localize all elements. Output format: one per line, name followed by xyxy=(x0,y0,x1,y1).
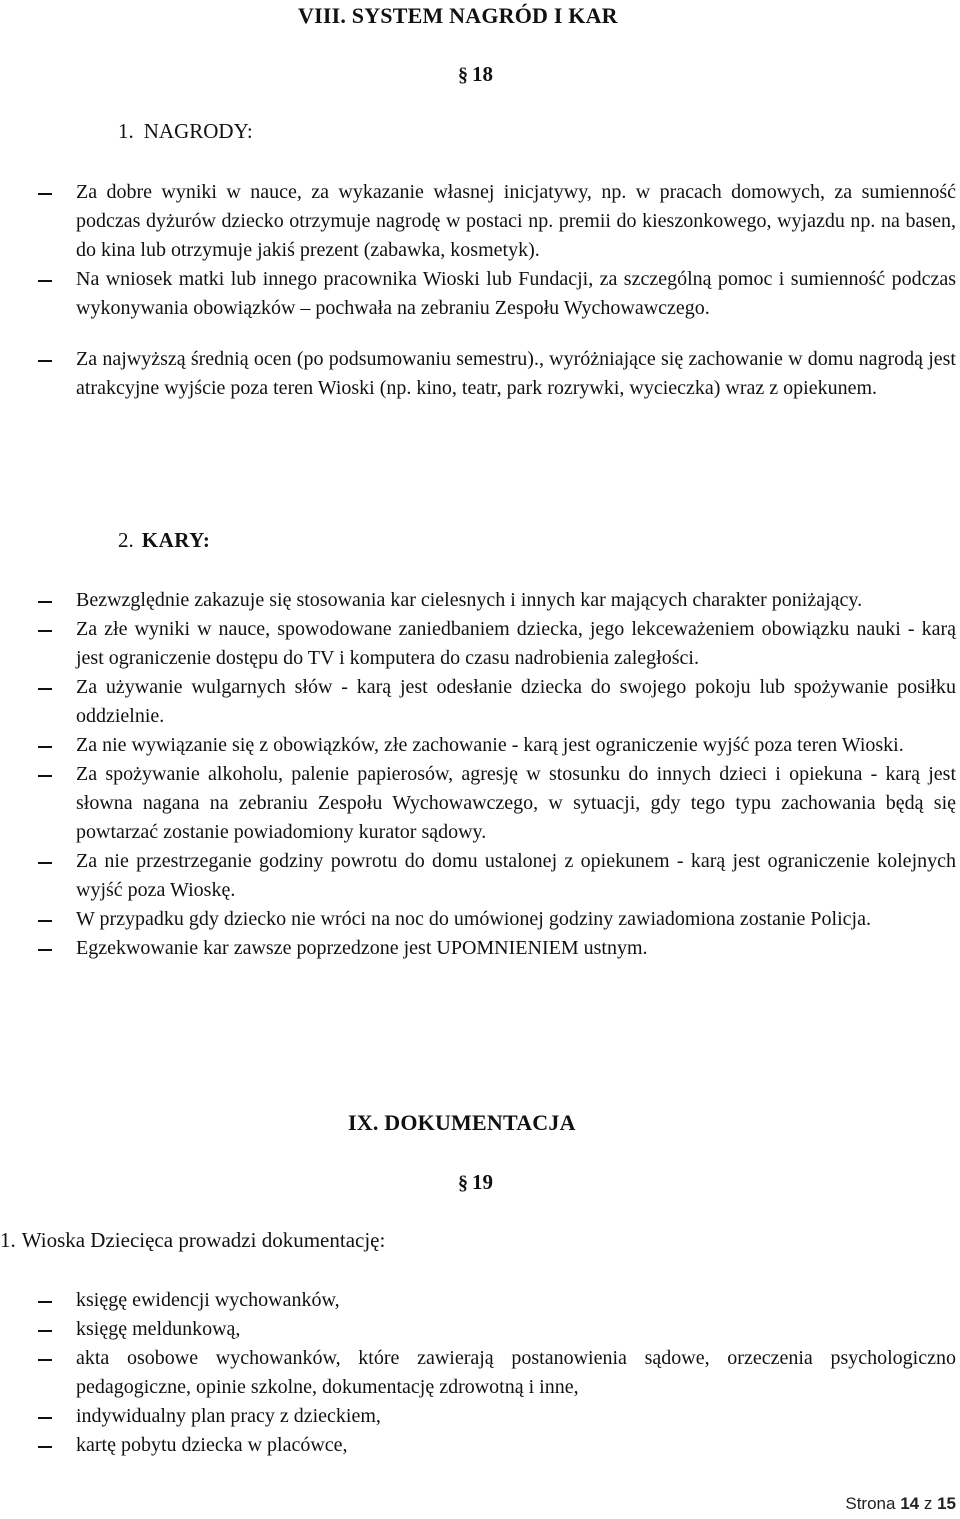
list-item-text: kartę pobytu dziecka w placówce, xyxy=(76,1434,348,1456)
list-item xyxy=(0,615,956,673)
list-item xyxy=(0,1431,956,1460)
dash-bullet xyxy=(38,193,52,195)
penalties-heading xyxy=(118,528,210,553)
page-label: Strona xyxy=(845,1494,896,1513)
list-item-text: Za dobre wyniki w nauce, za wykazanie własnej inicjatywy, np. w pracach domowych, za sumienność podczas dyżurów dziecko otrzymuje nagrodę w postaci np. premii do kieszonkowego, wyjazdu np. na basen, do kina lub otrzymuje jakiś prezent (zabawka, kosmetyk). xyxy=(76,181,956,261)
documentation-intro xyxy=(0,1228,385,1253)
list-item xyxy=(0,760,956,847)
list-item-text: Za złe wyniki w nauce, spowodowane zaniedbaniem dziecka, jego lekceważeniem obowiązku nauki - karą jest ograniczenie dostępu do TV i komputera do czasu nadrobienia zaległości. xyxy=(76,618,956,669)
dash-bullet xyxy=(38,862,52,864)
dash-bullet xyxy=(38,630,52,632)
dash-bullet xyxy=(38,688,52,690)
current-page: 14 xyxy=(900,1494,920,1513)
dash-bullet xyxy=(38,360,52,362)
list-item xyxy=(0,345,956,403)
list-item-text: indywidualny plan pracy z dzieckiem, xyxy=(76,1405,381,1427)
list-item xyxy=(0,586,956,615)
section-title: IX. DOKUMENTACJA xyxy=(348,1110,576,1135)
dash-bullet xyxy=(38,949,52,951)
list-item-text: W przypadku gdy dziecko nie wróci na noc do umówionej godziny zawiadomiona zostanie Policja. xyxy=(76,908,871,930)
penalties-heading-number: 2. xyxy=(118,528,134,552)
penalties-list xyxy=(0,586,956,963)
documentation-list xyxy=(0,1286,956,1460)
dash-bullet xyxy=(38,1330,52,1332)
page-indicator xyxy=(845,1494,956,1514)
paragraph-number-value: 18 xyxy=(472,62,493,86)
rewards-heading-number: 1. xyxy=(118,119,134,143)
dash-bullet xyxy=(38,601,52,603)
list-item-text: księgę meldunkową, xyxy=(76,1318,241,1340)
dash-bullet xyxy=(38,1417,52,1419)
list-item-text: Na wniosek matki lub innego pracownika Wioski lub Fundacji, za szczególną pomoc i sumienność podczas wykonywania obowiązków – pochwała na zebraniu Zespołu Wychowawczego. xyxy=(76,268,956,319)
page-of-label: z xyxy=(923,1494,933,1513)
list-item xyxy=(0,1402,956,1431)
list-item-text: Za nie przestrzeganie godziny powrotu do domu ustalonej z opiekunem - karą jest ograniczenie kolejnych wyjść poza Wioskę. xyxy=(76,850,956,901)
list-item xyxy=(0,905,956,934)
rewards-list xyxy=(0,178,956,403)
list-item-text: księgę ewidencji wychowanków, xyxy=(76,1289,340,1311)
dash-bullet xyxy=(38,280,52,282)
list-item xyxy=(0,847,956,905)
rewards-heading-title: NAGRODY: xyxy=(143,119,253,143)
list-item-text: Za używanie wulgarnych słów - karą jest odesłanie dziecka do swojego pokoju lub spożywanie posiłku oddzielnie. xyxy=(76,676,956,727)
penalties-heading-title: KARY: xyxy=(141,528,211,552)
list-item xyxy=(0,1344,956,1402)
paragraph-number-value: 19 xyxy=(472,1170,493,1194)
list-item xyxy=(0,731,956,760)
paragraph-number xyxy=(458,1170,493,1195)
section-symbol: § xyxy=(458,1172,468,1194)
dash-bullet xyxy=(38,1301,52,1303)
list-item-text: Za najwyższą średnią ocen (po podsumowaniu semestru)., wyróżniające się zachowanie w domu nagrodą jest atrakcyjne wyjście poza teren Wioski (np. kino, teatr, park rozrywki, wycieczka) wraz z opiekunem. xyxy=(76,348,956,399)
list-item-text: Egzekwowanie kar zawsze poprzedzone jest UPOMNIENIEM ustnym. xyxy=(76,937,648,959)
section-symbol: § xyxy=(458,64,468,86)
documentation-intro-text: Wioska Dziecięca prowadzi dokumentację: xyxy=(21,1228,386,1252)
list-item xyxy=(0,265,956,323)
dash-bullet xyxy=(38,1359,52,1361)
list-item xyxy=(0,934,956,963)
dash-bullet xyxy=(38,746,52,748)
list-item xyxy=(0,1286,956,1315)
documentation-intro-number: 1. xyxy=(0,1228,16,1252)
list-item xyxy=(0,1315,956,1344)
rewards-heading xyxy=(118,119,253,144)
list-item xyxy=(0,178,956,265)
list-item xyxy=(0,673,956,731)
list-item-text: Za nie wywiązanie się z obowiązków, złe zachowanie - karą jest ograniczenie wyjść poza teren Wioski. xyxy=(76,734,904,756)
dash-bullet xyxy=(38,920,52,922)
list-item-text: Bezwzględnie zakazuje się stosowania kar cielesnych i innych kar mających charakter poniżający. xyxy=(76,589,863,611)
dash-bullet xyxy=(38,1446,52,1448)
dash-bullet xyxy=(38,775,52,777)
section-title: VIII. SYSTEM NAGRÓD I KAR xyxy=(298,3,618,28)
paragraph-number xyxy=(458,62,493,87)
list-item-text: akta osobowe wychowanków, które zawierają postanowienia sądowe, orzeczenia psychologiczno pedagogiczne, opinie szkolne, dokumentację zdrowotną i inne, xyxy=(76,1347,956,1398)
total-pages: 15 xyxy=(937,1494,956,1513)
list-item-text: Za spożywanie alkoholu, palenie papierosów, agresję w stosunku do innych dzieci i opiekuna - karą jest słowna nagana na zebraniu Zespołu Wychowawczego, w sytuacji, gdy tego typu zachowania będą się powtarzać zostanie powiadomiony kurator sądowy. xyxy=(76,763,956,843)
